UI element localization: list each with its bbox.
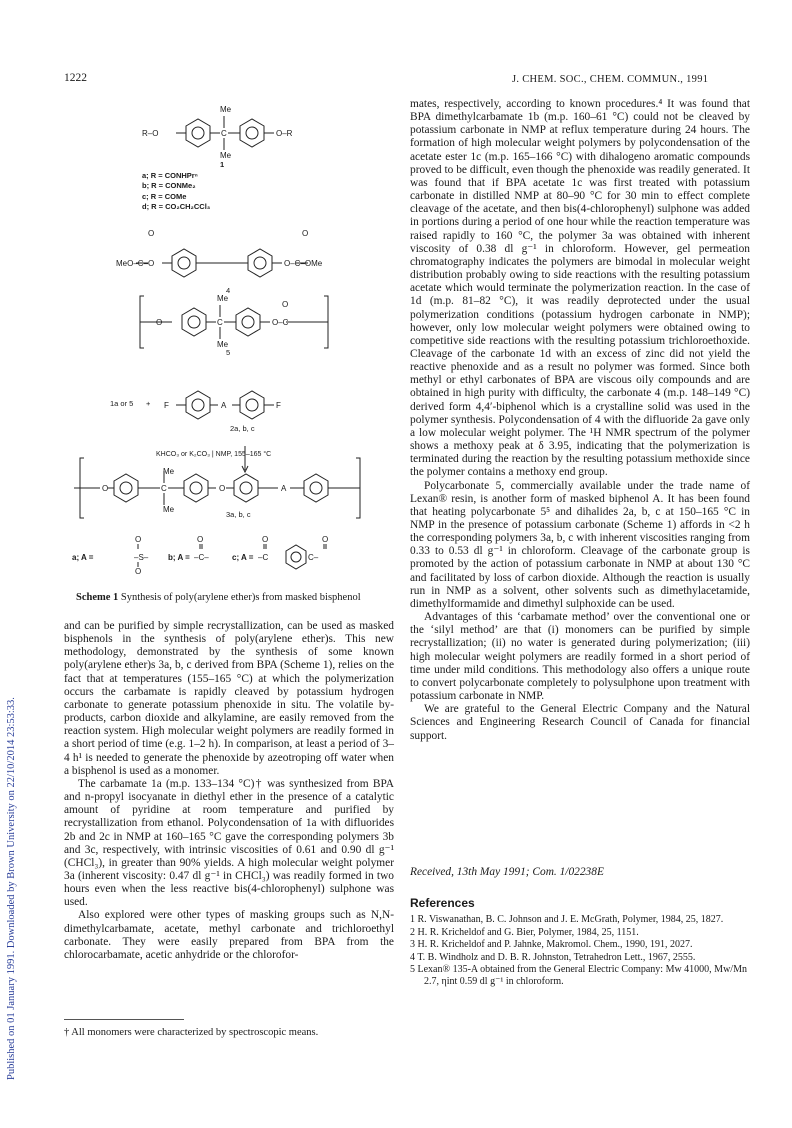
compound-4-number: 4 xyxy=(226,286,231,295)
compound-label-d: d; R = CO₂CH₂CCl₃ xyxy=(142,202,211,211)
compound-label-a: a; R = CONHPrⁿ xyxy=(142,170,198,180)
paragraph: mates, respectively, according to known procedures.⁴ It was found that BPA dimethylcarbamate 1b (m.p. 160–61 °C) could not be cleaved by potassium carbonate in NMP at reflux temperature during 24 hours. The formation of high molecular weight polymers by polycondensation of the acetate ester 1c (m.p. 165–166 °C) with dihalogeno aromatic compounds proved to be difficult, even though the phenoxide was readily generated. It was found that if BPA acetate 1c was first treated with potassium carbonate in distilled NMP at 80–90 °C for 30 min to effect complete cleavage of the acetate, and then bis(4-chlorophenyl) sulphone was added in portions during a period of one hour while the reaction temperature was raised rapidly to 160 °C, the polymer 3a was obtained with inherent viscosity of 0.38 dl g⁻¹ in chloroform. However, gel permeation chromatography indicates the polymers are bimodal in molecular weight distribution probably owing to side reactions with the resulting potassium acetate which would terminate the polymerization reaction. In the case of 1d (m.p. 81–82 °C), it was readily deprotected under the usual polymerization conditions (potassium hydrogen carbonate in NMP); however, only low molecular weight polymers were obtained owing to competitive side reactions with the resulting potassium trichloroethoxide. Cleavage of the carbonate 1d with an excess of zinc did not yield the reactive phenoxide and as a result no polymer was formed. Since both methyl or ethyl carbonates of BPA are viscous oily compounds and are obtained in high purity with difficulty, the carbonate 4 (m.p. 148–149 °C) derived form 4,4′-biphenol which is a crystalline solid was used in the polymer synthesis. Polycondensation of 4 with the difluoride 2a gave only a low molecular weight polymer. The ¹H NMR spectrum of the polymer shows a methoxy peak at δ 3.95, indicating that the polymerization is terminated during the reaction by the resulting potassium methoxide since the polymer contains a methoxy end group. xyxy=(410,98,750,479)
svg-text:O: O xyxy=(156,318,163,327)
svg-text:–C: –C xyxy=(258,553,269,562)
paragraph: Polycarbonate 5, commercially available under the trade name of Lexan® resin, is another form of masked biphenol A. It has been found that heating polycarbonate 5⁵ and dihalides 2a, b, c at 150–165 °C in NMP in the presence of potassium carbonate (Scheme 1) affords in <2 h the corresponding polymers 3a, b, c with inherent viscosities ranging from 0.33 to 0.53 dl g⁻¹ in chloroform. Cleavage of the carbonate group is promoted by the action of potassium carbonate in NMP at about 130 °C and facilitated by loss of carbon dioxide. Although the reaction is usually run in NMP as a solvent, other solvents such as dimethylacetamide, dimethylformamide and dimethyl sulphoxide can be used. xyxy=(410,479,750,610)
svg-text:O–R: O–R xyxy=(276,129,293,138)
svg-text:O: O xyxy=(148,229,155,238)
svg-text:MeO–C–O: MeO–C–O xyxy=(116,259,155,268)
scheme-caption-text: Synthesis of poly(arylene ether)s from masked bisphenol xyxy=(118,592,361,603)
svg-text:A: A xyxy=(221,401,227,410)
compound-5-number: 5 xyxy=(226,348,231,357)
svg-text:–C–: –C– xyxy=(194,553,209,562)
svg-text:O: O xyxy=(135,567,142,576)
product-3-label: 3a, b, c xyxy=(226,510,251,519)
reference-item: 5 Lexan® 135-A obtained from the General Electric Company: Mw 41000, Mw/Mn 2.7, ηint 0.59 dl g⁻¹ in chloroform. xyxy=(410,964,747,987)
svg-text:O: O xyxy=(102,484,109,493)
compound-label-b: b; R = CONMe₂ xyxy=(142,181,196,190)
svg-text:a; A =: a; A = xyxy=(72,553,94,562)
reactant-label: 1a or 5 xyxy=(110,399,134,408)
left-column xyxy=(64,620,394,962)
scheme-caption-label: Scheme 1 xyxy=(76,592,119,603)
page-number: 1222 xyxy=(64,72,87,84)
svg-text:Me: Me xyxy=(217,340,229,349)
svg-text:–S–: –S– xyxy=(134,553,149,562)
paragraph: and can be purified by simple recrystallization, can be used as masked bisphenols in the synthesis of poly(arylene ether)s. This new methodology, demonstrated by the synthesis of some known poly(arylene ether)s 3a, b, c derived from BPA (Scheme 1), relies on the fact that at temperatures (155–165 °C) at which the polymerization occurs the carbamate is rapidly cleaved by potassium hydrogen carbonate to generate potassium phenoxide in situ. The volatile by-products, carbon dioxide and alkylamine, are easily removed from the reaction system. High molecular weight polymers are readily formed in a short period of time (e.g. 1–2 h). In comparison, at least a period of 3–4 h¹ is needed to generate the phenoxide by azeotroping off water when a bisphenol is used as a monomer. xyxy=(64,620,394,777)
svg-text:C: C xyxy=(161,484,167,493)
paragraph: Also explored were other types of masking groups such as N,N-dimethylcarbamate, acetate, methyl carbonate and trichloroethyl carbonate. They were easily prepared from BPA from the chlorocarbamate, acetic anhydride or the chlorofor- xyxy=(64,909,394,961)
compound-label-c: c; R = COMe xyxy=(142,191,187,201)
scheme-caption xyxy=(76,592,361,603)
compound-1-number: 1 xyxy=(220,160,225,169)
references-heading: References xyxy=(410,896,475,910)
received-line: Received, 13th May 1991; Com. 1/02238E xyxy=(410,866,604,878)
reference-item: 1 R. Viswanathan, B. C. Johnson and J. E. McGrath, Polymer, 1984, 25, 1827. xyxy=(410,914,724,925)
footnote: † All monomers were characterized by spectroscopic means. xyxy=(64,1027,319,1038)
svg-text:C: C xyxy=(221,129,227,138)
svg-text:Me: Me xyxy=(163,467,175,476)
svg-text:F: F xyxy=(164,401,169,410)
svg-text:O–C–OMe: O–C–OMe xyxy=(284,259,323,268)
paragraph: Advantages of this ‘carbamate method’ over the conventional one or the ‘silyl method’ are that (i) monomers can be purified by simple recrystallization; (ii) no water is generated during polymerization; (iii) high molecular weight polymers are readily formed in a short period of time under mild conditions. This methodology also offers a unique route to convert polycarbonate completely to polysulphone upon treatment with potassium carbonate in NMP. xyxy=(410,611,750,703)
svg-text:Me: Me xyxy=(220,105,232,114)
svg-text:Me: Me xyxy=(163,505,175,514)
footnote-rule xyxy=(64,1019,184,1020)
reference-item: 2 H. R. Kricheldof and G. Bier, Polymer, 1984, 25, 1151. xyxy=(410,926,639,938)
svg-text:b; A =: b; A = xyxy=(168,553,190,562)
svg-text:O: O xyxy=(322,535,329,544)
product-2-label: 2a, b, c xyxy=(230,424,255,433)
svg-text:c; A =: c; A = xyxy=(232,553,254,562)
reference-item: 3 H. R. Kricheldof and P. Jahnke, Makromol. Chem., 1990, 191, 2027. xyxy=(410,939,693,950)
download-watermark: Published on 01 January 1991. Downloaded by Brown University on 22/10/2014 23:53:33. xyxy=(6,697,17,1080)
svg-text:A: A xyxy=(281,484,287,493)
svg-text:O–C: O–C xyxy=(272,318,289,327)
references-list xyxy=(410,914,750,988)
ring xyxy=(186,119,210,147)
journal-header: J. CHEM. SOC., CHEM. COMMUN., 1991 xyxy=(512,74,709,85)
right-column xyxy=(410,98,750,743)
svg-text:O: O xyxy=(135,535,142,544)
paragraph: We are grateful to the General Electric Company and the Natural Sciences and Engineering Research Council of Canada for financial support. xyxy=(410,703,750,742)
svg-text:Me: Me xyxy=(217,294,229,303)
svg-text:F: F xyxy=(276,401,281,410)
svg-text:O: O xyxy=(282,300,289,309)
paragraph: The carbamate 1a (m.p. 133–134 °C)† was synthesized from BPA and n-propyl isocyanate in diethyl ether in the presence of a catalytic amount of pyridine at room temperature and purified by recrystallization from ethanol. Polycondensation of 1a with difluorides 2b and 2c in NMP at 160–165 °C gave the corresponding polymers 3b and 3c, respectively, with intrinsic viscosities of 0.61 and 0.90 dl g⁻¹ (CHCl₃), in greater than 90% yields. A high molecular weight polymer 3a (inherent viscosity: 0.47 dl g⁻¹ in CHCl₃) was readily formed in two hours even when the less reactive bis(4-chlorophenyl) sulphone was used. xyxy=(64,777,394,909)
svg-text:O: O xyxy=(302,229,309,238)
svg-text:Me: Me xyxy=(220,151,232,160)
svg-text:C–: C– xyxy=(308,553,319,562)
svg-text:R–O: R–O xyxy=(142,129,159,138)
svg-text:O: O xyxy=(219,484,226,493)
svg-text:O: O xyxy=(262,535,269,544)
reference-item: 4 T. B. Windholz and D. B. R. Johnston, Tetrahedron Lett., 1967, 2555. xyxy=(410,951,696,963)
reaction-conditions: KHCO₃ or K₂CO₃ | NMP, 155–165 °C xyxy=(156,451,272,458)
svg-text:C: C xyxy=(217,318,223,327)
svg-text:O: O xyxy=(197,535,204,544)
